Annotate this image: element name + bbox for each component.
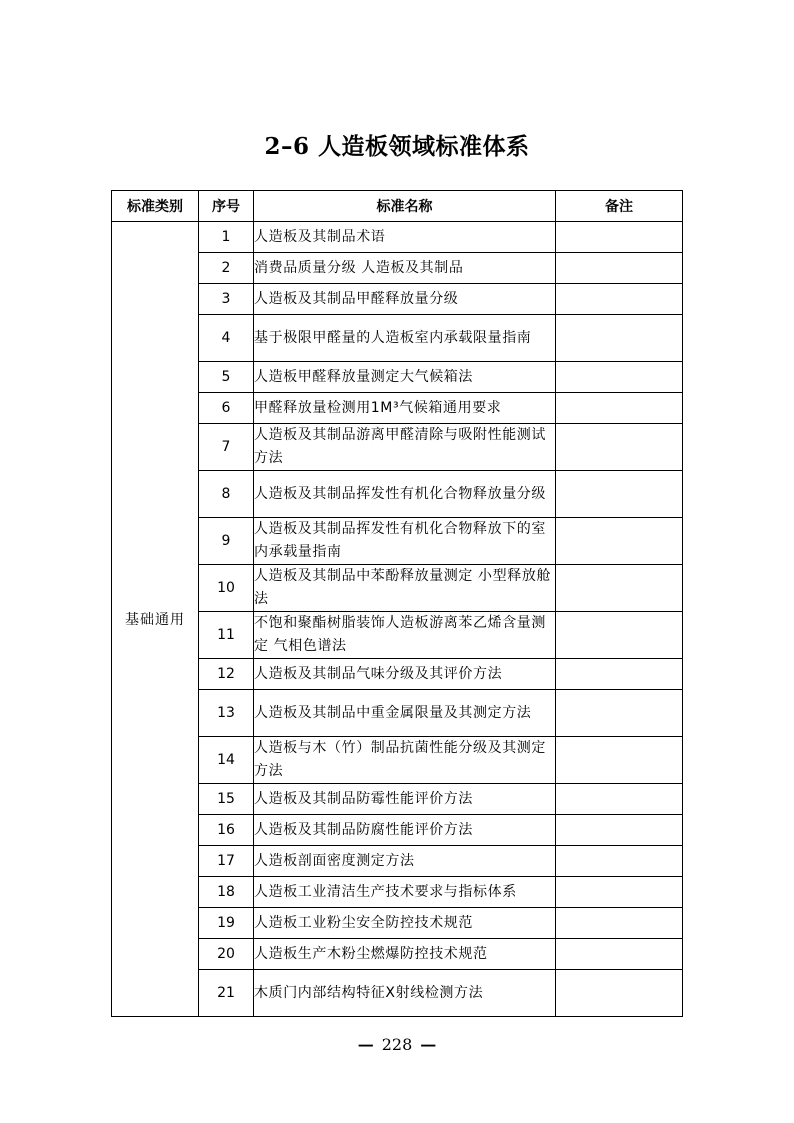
note-cell [556,659,683,690]
row-number: 21 [199,970,254,1017]
row-number: 1 [199,222,254,253]
row-number: 16 [199,815,254,846]
standard-name: 木质门内部结构特征X射线检测方法 [254,970,556,1017]
standard-name: 人造板及其制品挥发性有机化合物释放下的室内承载量指南 [254,518,556,565]
note-cell [556,222,683,253]
standard-name: 人造板及其制品防腐性能评价方法 [254,815,556,846]
standard-name: 人造板及其制品防霉性能评价方法 [254,784,556,815]
row-number: 14 [199,737,254,784]
standard-name: 人造板及其制品游离甲醛清除与吸附性能测试方法 [254,424,556,471]
footer-dash-right: — [420,1035,437,1054]
header-note: 备注 [556,191,683,222]
row-number: 6 [199,393,254,424]
row-number: 20 [199,939,254,970]
standard-name: 甲醛释放量检测用1M³气候箱通用要求 [254,393,556,424]
note-cell [556,939,683,970]
row-number: 11 [199,612,254,659]
row-number: 4 [199,315,254,362]
row-number: 12 [199,659,254,690]
row-number: 9 [199,518,254,565]
standard-name: 人造板生产木粉尘燃爆防控技术规范 [254,939,556,970]
standard-name: 人造板工业清洁生产技术要求与指标体系 [254,877,556,908]
row-number: 5 [199,362,254,393]
note-cell [556,362,683,393]
note-cell [556,565,683,612]
note-cell [556,471,683,518]
note-cell [556,315,683,362]
row-number: 17 [199,846,254,877]
row-number: 8 [199,471,254,518]
row-number: 7 [199,424,254,471]
standard-name: 人造板与木（竹）制品抗菌性能分级及其测定方法 [254,737,556,784]
standard-name: 人造板及其制品中重金属限量及其测定方法 [254,690,556,737]
standard-name: 人造板剖面密度测定方法 [254,846,556,877]
standard-name: 人造板及其制品甲醛释放量分级 [254,284,556,315]
page-number: 228 [381,1035,413,1054]
footer-dash-left: — [357,1035,374,1054]
standard-name: 人造板及其制品挥发性有机化合物释放量分级 [254,471,556,518]
row-number: 19 [199,908,254,939]
note-cell [556,612,683,659]
row-number: 18 [199,877,254,908]
standards-table [111,190,683,1017]
page-footer [0,1035,794,1054]
standard-name: 人造板及其制品气味分级及其评价方法 [254,659,556,690]
note-cell [556,424,683,471]
note-cell [556,815,683,846]
note-cell [556,690,683,737]
header-category: 标准类别 [112,191,199,222]
header-standard-name: 标准名称 [254,191,556,222]
note-cell [556,846,683,877]
standard-name: 人造板及其制品中苯酚释放量测定 小型释放舱法 [254,565,556,612]
standard-name: 人造板及其制品术语 [254,222,556,253]
row-number: 15 [199,784,254,815]
note-cell [556,518,683,565]
standard-name: 基于极限甲醛量的人造板室内承载限量指南 [254,315,556,362]
category-cell: 基础通用 [112,222,199,1017]
note-cell [556,908,683,939]
note-cell [556,393,683,424]
note-cell [556,877,683,908]
note-cell [556,784,683,815]
row-number: 2 [199,253,254,284]
note-cell [556,970,683,1017]
note-cell [556,284,683,315]
standard-name: 不饱和聚酯树脂装饰人造板游离苯乙烯含量测定 气相色谱法 [254,612,556,659]
standard-name: 人造板甲醛释放量测定大气候箱法 [254,362,556,393]
standard-name: 消费品质量分级 人造板及其制品 [254,253,556,284]
note-cell [556,253,683,284]
row-number: 3 [199,284,254,315]
page-title: 2–6 人造板领域标准体系 [264,133,530,160]
row-number: 10 [199,565,254,612]
note-cell [556,737,683,784]
table-header-row [112,191,683,222]
standard-name: 人造板工业粉尘安全防控技术规范 [254,908,556,939]
table-row [112,222,683,253]
header-number: 序号 [199,191,254,222]
row-number: 13 [199,690,254,737]
